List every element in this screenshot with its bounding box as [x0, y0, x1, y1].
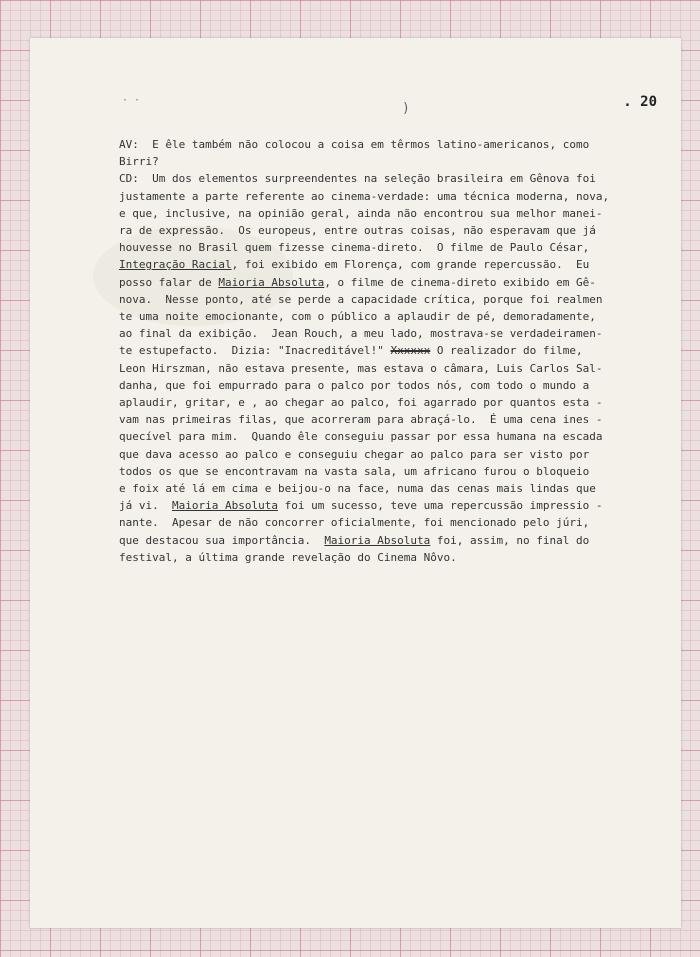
text-segment: O realizador do filme,: [430, 344, 583, 358]
text-segment: houvesse no Brasil quem fizesse cinema-direto. O filme de Paulo César,: [119, 241, 590, 255]
text-segment: e foix até lá em cima e beijou-o na face, numa das cenas mais lindas que: [119, 482, 596, 496]
text-segment: te estupefacto. Dizia: "Inacreditável!": [119, 344, 391, 358]
text-segment: Leon Hirszman, não estava presente, mas estava o câmara, Luis Carlos Sal-: [119, 361, 603, 375]
interview-text: [119, 136, 667, 566]
text-line: [119, 170, 667, 187]
text-line: [119, 274, 667, 291]
text-segment: todos os que se encontravam na vasta sala, um africano furou o bloqueio: [119, 464, 590, 478]
text-line: [119, 360, 667, 377]
text-line: [119, 342, 667, 359]
text-line: [119, 514, 667, 531]
text-line: [119, 497, 667, 514]
text-segment: danha, que foi empurrado para o palco por todos nós, com todo o mundo a: [119, 378, 590, 392]
text-segment: , o filme de cinema-direto exibido em Gê-: [324, 275, 596, 289]
text-line: [119, 411, 667, 428]
text-line: [119, 188, 667, 205]
text-segment: já vi.: [119, 499, 172, 513]
text-segment: quecível para mim. Quando êle conseguiu passar por essa humana na escada: [119, 430, 603, 444]
text-line: [119, 239, 667, 256]
text-line: [119, 291, 667, 308]
text-line: [119, 549, 667, 566]
text-segment: justamente a parte referente ao cinema-verdade: uma técnica moderna, nova,: [119, 189, 610, 203]
film-title: Maioria Absoluta: [324, 533, 431, 547]
text-line: [119, 394, 667, 411]
film-title: Integração Racial: [119, 258, 232, 272]
text-line: [119, 136, 667, 153]
text-line: [119, 205, 667, 222]
text-segment: que dava acesso ao palco e conseguiu chegar ao palco para ser visto por: [119, 447, 590, 461]
text-segment: foi, assim, no final do: [430, 533, 590, 547]
text-segment: ra de expressão. Os europeus, entre outras coisas, não esperavam que já: [119, 224, 596, 238]
text-segment: que destacou sua importância.: [119, 533, 325, 547]
text-line: [119, 377, 667, 394]
text-segment: nante. Apesar de não concorrer oficialmente, foi mencionado pelo júri,: [119, 516, 590, 530]
text-line: [119, 153, 667, 170]
stray-paren: ): [402, 101, 410, 116]
text-segment: foi um sucesso, teve uma repercussão impressio -: [277, 499, 603, 513]
text-line: [119, 446, 667, 463]
text-segment: Birri?: [119, 155, 159, 169]
text-line: [119, 428, 667, 445]
text-segment: festival, a última grande revelação do Cinema Nôvo.: [119, 550, 457, 564]
text-segment: CD: Um dos elementos surpreendentes na seleção brasileira em Gênova foi: [119, 172, 596, 186]
text-segment: nova. Nesse ponto, até se perde a capacidade crítica, porque foi realmen: [119, 292, 603, 306]
text-line: [119, 308, 667, 325]
struck-text: Xxxxxx: [390, 344, 431, 358]
film-title: Maioria Absoluta: [218, 275, 325, 289]
text-segment: vam nas primeiras filas, que acorreram para abraçá-lo. É uma cena ines -: [119, 413, 603, 427]
text-segment: te uma noite emocionante, com o público a aplaudir de pé, demoradamente,: [119, 310, 596, 324]
document-page: [30, 38, 681, 928]
text-segment: posso falar de: [119, 275, 219, 289]
text-line: [119, 480, 667, 497]
text-segment: AV: E êle também não colocou a coisa em têrmos latino-americanos, como: [119, 138, 590, 151]
film-title: Maioria Absoluta: [171, 499, 278, 513]
text-segment: aplaudir, gritar, e , ao chegar ao palco, foi agarrado por quantos esta -: [119, 396, 603, 410]
text-line: [119, 256, 667, 273]
stray-mark: · ·: [122, 95, 141, 106]
page-number: . 20: [623, 94, 657, 110]
text-line: [119, 532, 667, 549]
text-line: [119, 222, 667, 239]
text-segment: , foi exibido em Florença, com grande repercussão. Eu: [231, 258, 590, 272]
text-line: [119, 463, 667, 480]
text-line: [119, 325, 667, 342]
text-segment: e que, inclusive, na opinião geral, ainda não encontrou sua melhor manei-: [119, 206, 603, 220]
text-segment: ao final da exibição. Jean Rouch, a meu lado, mostrava-se verdadeiramen-: [119, 327, 603, 341]
